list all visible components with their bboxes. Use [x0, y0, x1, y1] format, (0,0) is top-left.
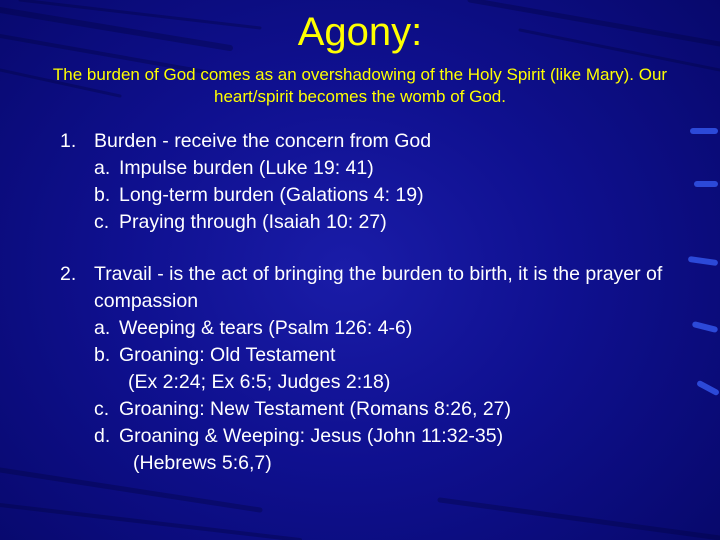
sub-item-continuation: (Hebrews 5:6,7): [133, 452, 272, 474]
slide-subtitle: The burden of God comes as an overshadowing of the Holy Spirit (like Mary). Our heart/spirit becomes the womb of God.: [52, 65, 668, 106]
item-number: 1.: [60, 130, 77, 152]
sub-item: [94, 315, 700, 342]
sub-item: [94, 423, 700, 477]
sub-item-letter: b.: [94, 184, 111, 206]
sub-item-text: Weeping & tears (Psalm 126: 4-6): [119, 317, 413, 339]
sub-item-letter: a.: [94, 317, 111, 339]
item-text: Burden - receive the concern from God: [94, 130, 432, 152]
list-item-travail: [60, 261, 700, 477]
sub-item-text: Groaning & Weeping: Jesus (John 11:32-35): [119, 425, 504, 447]
sub-item-text: Long-term burden (Galations 4: 19): [119, 184, 424, 206]
sub-item-continuation: (Ex 2:24; Ex 6:5; Judges 2:18): [128, 371, 391, 393]
sub-item-text: Groaning: Old Testament: [119, 344, 336, 366]
main-list: [60, 128, 700, 477]
sub-item-letter: a.: [94, 157, 111, 179]
sub-item-letter: c.: [94, 211, 110, 233]
sub-item: [94, 342, 700, 396]
sub-item: [94, 155, 700, 182]
sub-item-letter: d.: [94, 425, 111, 447]
sub-item: [94, 182, 700, 209]
sub-item-text: Praying through (Isaiah 10: 27): [119, 211, 387, 233]
sub-item: [94, 396, 700, 423]
item-text: Travail - is the act of bringing the burden to birth, it is the prayer of compassion: [94, 263, 663, 312]
sub-item-text: Groaning: New Testament (Romans 8:26, 27): [119, 398, 511, 420]
sub-item-letter: b.: [94, 344, 111, 366]
sub-item-letter: c.: [94, 398, 110, 420]
sub-item: [94, 209, 700, 236]
list-item-burden: [60, 128, 700, 236]
sub-item-text: Impulse burden (Luke 19: 41): [119, 157, 374, 179]
item-number: 2.: [60, 263, 77, 285]
slide-title: Agony:: [297, 10, 423, 54]
